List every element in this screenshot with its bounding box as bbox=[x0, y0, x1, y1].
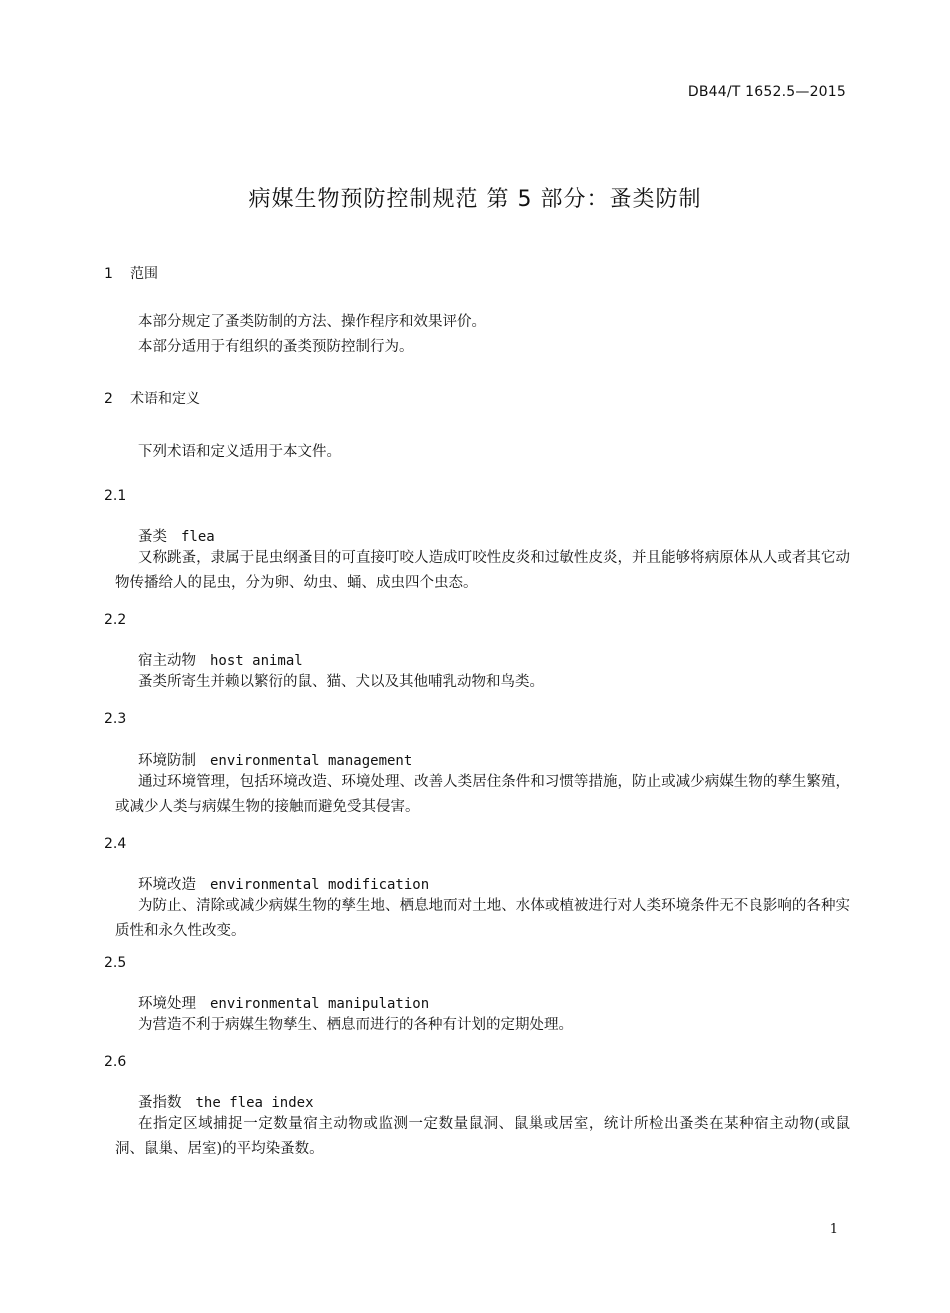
clause-number: 2.1 bbox=[104, 488, 127, 504]
term-en: host animal bbox=[210, 653, 303, 669]
term-zh: 环境防制 bbox=[138, 753, 196, 769]
term-en: flea bbox=[181, 529, 215, 545]
term-definition: 通过环境管理，包括环境改造、环境处理、改善人类居住条件和习惯等措施，防止或减少病媒生物的孳生繁殖，或减少人类与病媒生物的接触而避免受其侵害。 bbox=[115, 774, 850, 815]
term-entry bbox=[138, 992, 429, 1013]
page-number: 1 bbox=[829, 1222, 838, 1237]
clause-number: 2.2 bbox=[104, 612, 127, 628]
term-entry bbox=[138, 525, 215, 546]
term-definition: 又称跳蚤，隶属于昆虫纲蚤目的可直接叮咬人造成叮咬性皮炎和过敏性皮炎，并且能够将病原体从人或者其它动物传播给人的昆虫，分为卵、幼虫、蛹、成虫四个虫态。 bbox=[115, 550, 850, 591]
section-heading-scope bbox=[104, 263, 158, 283]
term-definition: 为营造不利于病媒生物孳生、栖息而进行的各种有计划的定期处理。 bbox=[138, 1017, 573, 1033]
term-en: environmental management bbox=[210, 753, 413, 769]
section-number: 1 bbox=[104, 266, 113, 282]
standard-code: DB44/T 1652.5—2015 bbox=[687, 84, 846, 100]
term-definition: 为防止、清除或减少病媒生物的孳生地、栖息地而对土地、水体或植被进行对人类环境条件无不良影响的各种实质性和永久性改变。 bbox=[115, 898, 850, 939]
document-title: 病媒生物预防控制规范 第 5 部分：蚤类防制 bbox=[248, 187, 702, 212]
section-number: 2 bbox=[104, 391, 113, 407]
term-en: environmental modification bbox=[210, 877, 430, 893]
term-definition: 蚤类所寄生并赖以繁衍的鼠、猫、犬以及其他哺乳动物和鸟类。 bbox=[138, 674, 544, 690]
clause-number: 2.3 bbox=[104, 711, 127, 727]
term-entry bbox=[138, 749, 412, 770]
term-definition: 在指定区域捕捉一定数量宿主动物或监测一定数量鼠洞、鼠巢或居室，统计所检出蚤类在某种宿主动物(或鼠洞、鼠巢、居室)的平均染蚤数。 bbox=[115, 1116, 850, 1157]
term-zh: 环境改造 bbox=[138, 877, 196, 893]
term-zh: 蚤指数 bbox=[138, 1095, 182, 1111]
term-zh: 环境处理 bbox=[138, 996, 196, 1012]
term-en: environmental manipulation bbox=[210, 996, 430, 1012]
term-en: the flea index bbox=[195, 1095, 314, 1111]
section-heading-terms bbox=[104, 388, 200, 408]
term-zh: 宿主动物 bbox=[138, 653, 196, 669]
terms-intro: 下列术语和定义适用于本文件。 bbox=[138, 444, 341, 460]
term-zh: 蚤类 bbox=[138, 529, 167, 545]
section-title: 术语和定义 bbox=[130, 391, 200, 407]
term-entry bbox=[138, 649, 303, 670]
section-title: 范围 bbox=[130, 266, 158, 282]
clause-number: 2.6 bbox=[104, 1054, 127, 1070]
term-entry bbox=[138, 873, 429, 894]
scope-paragraph-2: 本部分适用于有组织的蚤类预防控制行为。 bbox=[138, 339, 414, 355]
term-entry bbox=[138, 1091, 314, 1112]
clause-number: 2.5 bbox=[104, 955, 127, 971]
clause-number: 2.4 bbox=[104, 836, 127, 852]
scope-paragraph-1: 本部分规定了蚤类防制的方法、操作程序和效果评价。 bbox=[138, 314, 486, 330]
